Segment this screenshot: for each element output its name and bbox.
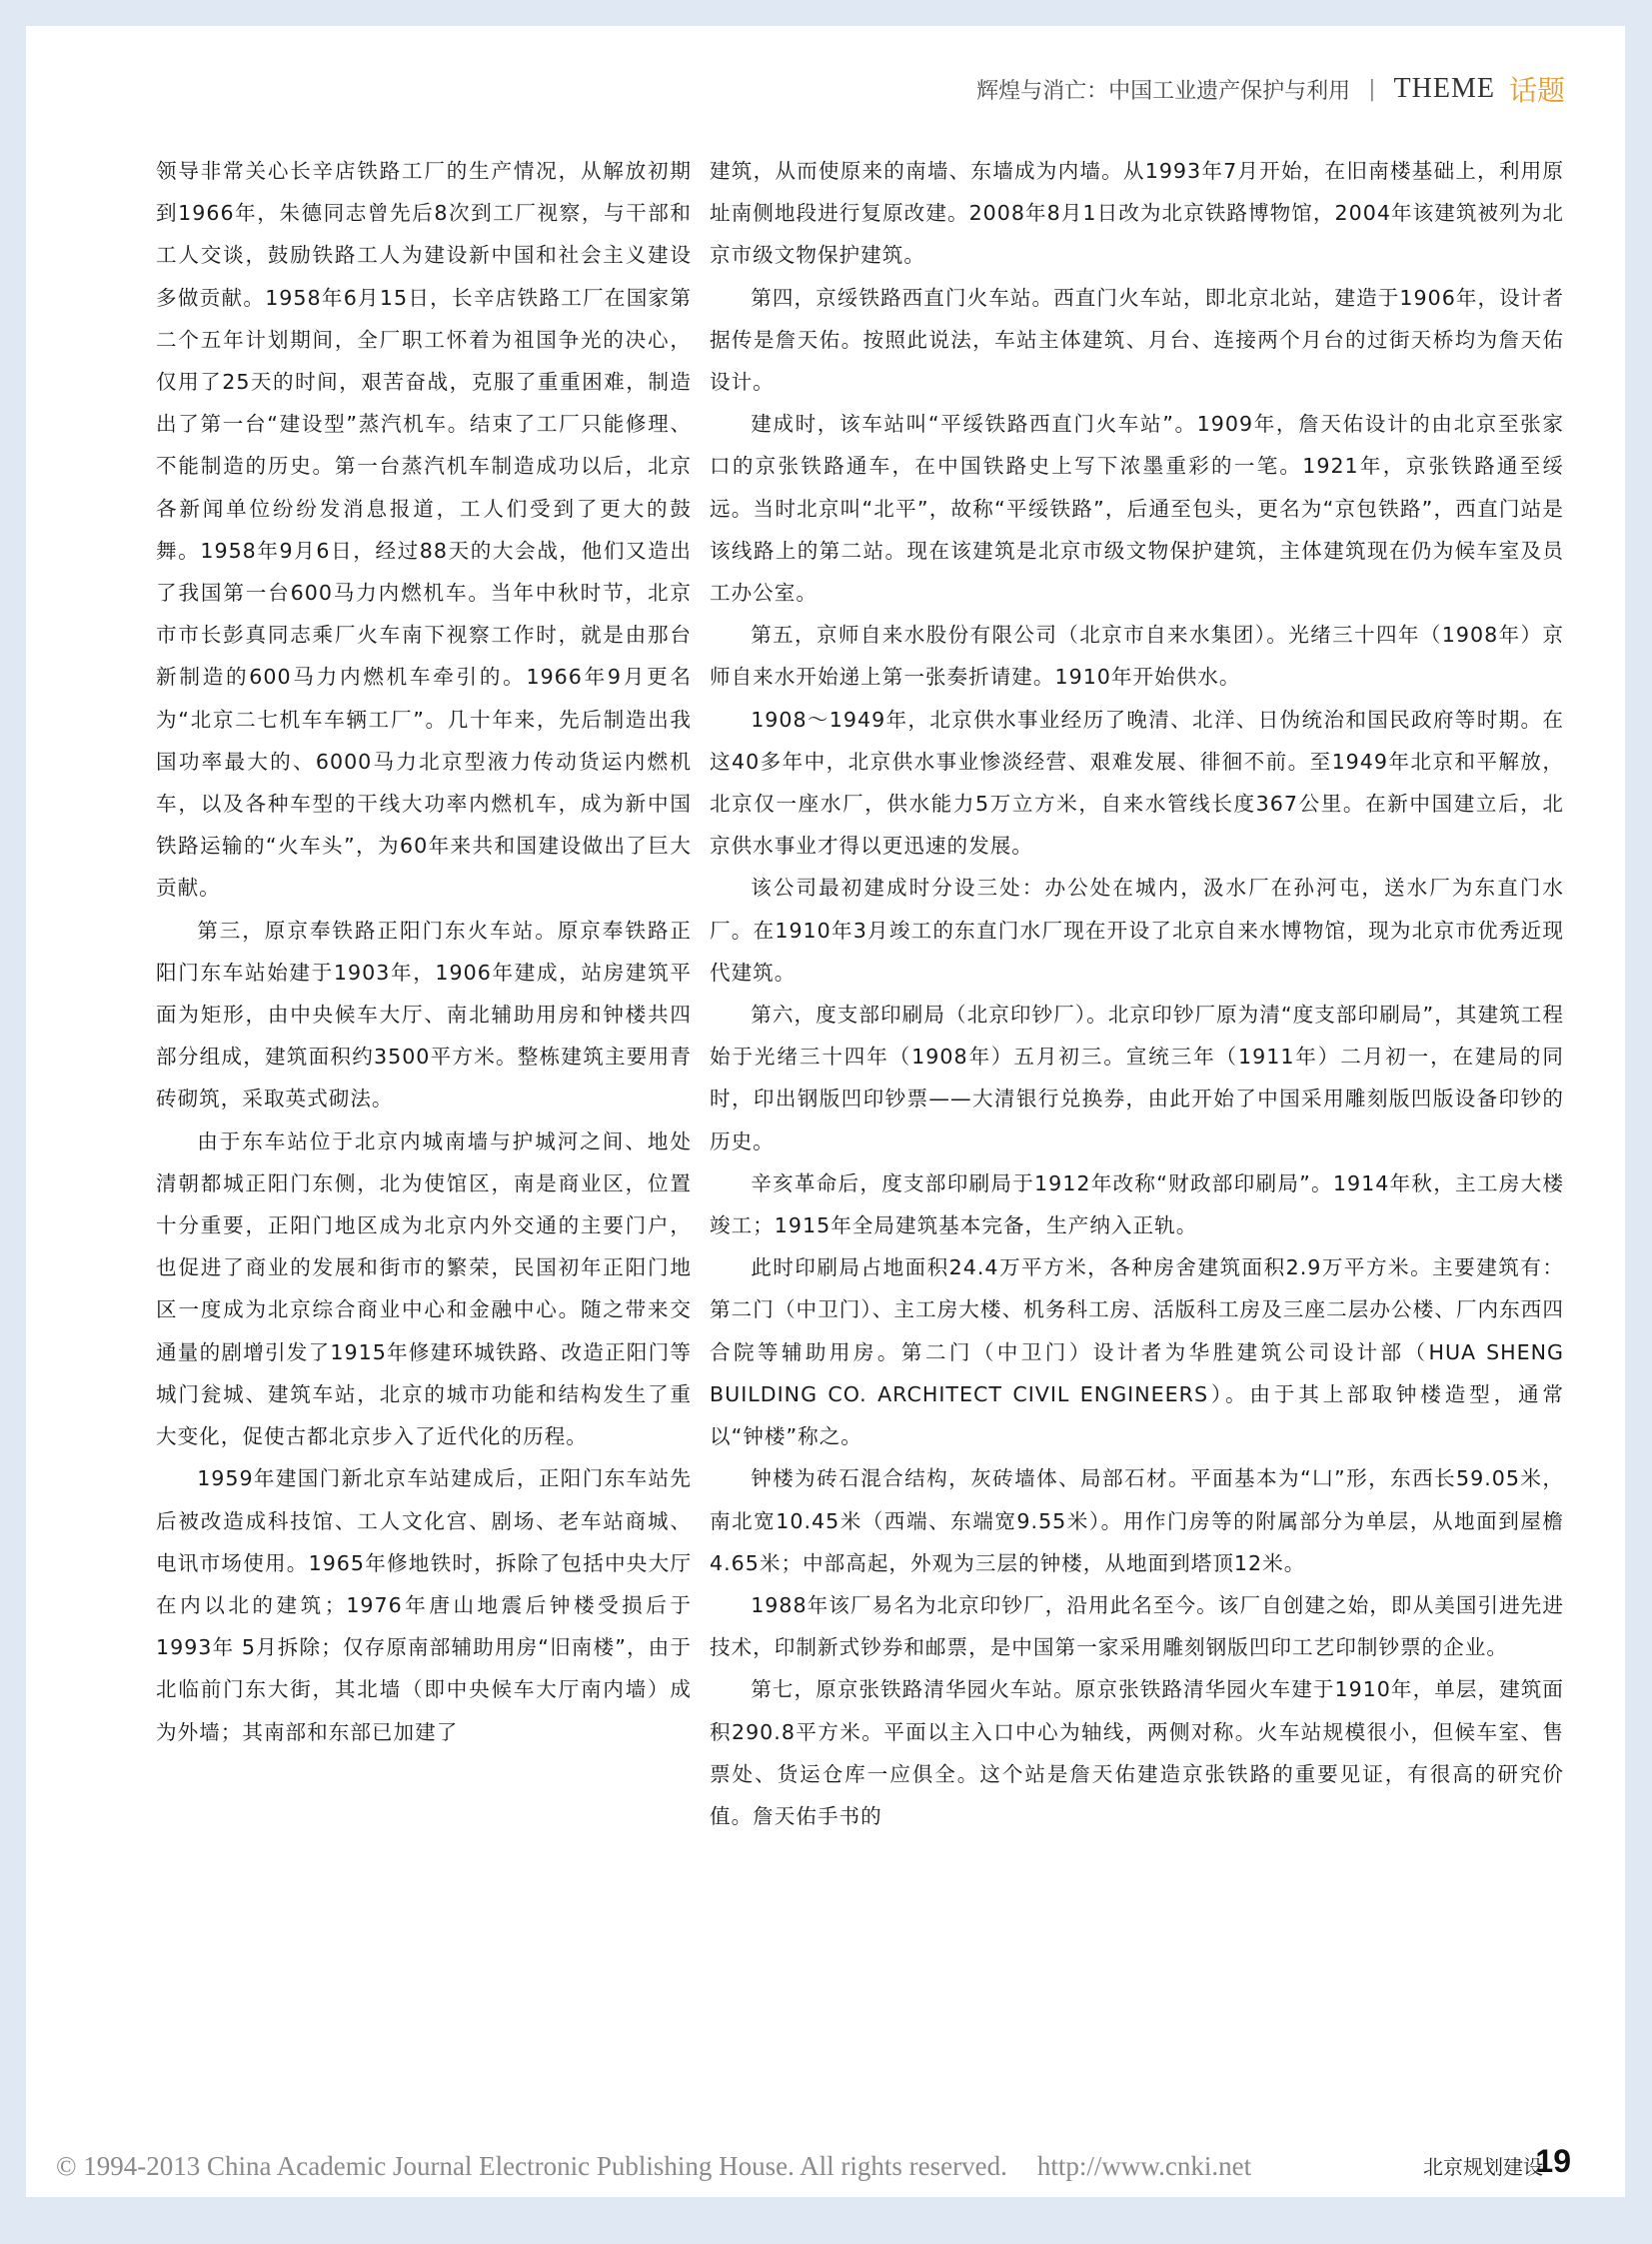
paragraph: 1908～1949年，北京供水事业经历了晚清、北洋、日伪统治和国民政府等时期。在这40多年中，北京供水事业惨淡经营、艰难发展、徘徊不前。至1949年北京和平解放，北京仅一座水厂，供水能力5万立方米，自来水管线长度367公里。在新中国建立后，北京供水事业才得以更迅速的发展。 bbox=[710, 707, 1564, 859]
paragraph: 第四，京绥铁路西直门火车站。西直门火车站，即北京北站，建造于1906年，设计者据传是詹天佑。按照此说法，车站主体建筑、月台、连接两个月台的过街天桥均为詹天佑设计。 bbox=[710, 285, 1564, 395]
paragraph: 此时印刷局占地面积24.4万平方米，各种房舍建筑面积2.9万平方米。主要建筑有：第二门（中卫门）、主工房大楼、机务科工房、活版科工房及三座二层办公楼、厂内东西四合院等辅助用房。第二门（中卫门）设计者为华胜建筑公司设计部（HUA SHENG BUILDING CO. ARCHITECT CIVIL ENGINEERS）。由于其上部取钟楼造型，通常以“钟楼”称之。 bbox=[710, 1255, 1564, 1449]
paragraph: 第三，原京奉铁路正阳门东火车站。原京奉铁路正阳门东车站始建于1903年，1906年建成，站房建筑平面为矩形，由中央候车大厅、南北辅助用房和钟楼共四部分组成，建筑面积约3500平方米。整栋建筑主要用青砖砌筑，采取英式砌法。 bbox=[156, 918, 692, 1112]
journal-page bbox=[26, 26, 1625, 2197]
paragraph: 1988年该厂易名为北京印钞厂，沿用此名至今。该厂自创建之始，即从美国引进先进技术，印制新式钞券和邮票，是中国第一家采用雕刻钢版凹印工艺印制钞票的企业。 bbox=[710, 1592, 1564, 1660]
source-url: http://www.cnki.net bbox=[1036, 2151, 1252, 2181]
paragraph: 领导非常关心长辛店铁路工厂的生产情况，从解放初期到1966年，朱德同志曾先后8次到工厂视察，与干部和工人交谈，鼓励铁路工人为建设新中国和社会主义建设多做贡献。1958年6月15日，长辛店铁路工厂在国家第二个五年计划期间，全厂职工怀着为祖国争光的决心，仅用了25天的时间，艰苦奋战，克服了重重困难，制造出了第一台“建设型”蒸汽机车。结束了工厂只能修理、不能制造的历史。第一台蒸汽机车制造成功以后，北京各新闻单位纷纷发消息报道，工人们受到了更大的鼓舞。1958年9月6日，经过88天的大会战，他们又造出了我国第一台600马力内燃机车。当年中秋时节，北京市市长彭真同志乘厂火车南下视察工作时，就是由那台新制造的600马力内燃机车牵引的。1966年9月更名为“北京二七机车车辆工厂”。几十年来，先后制造出我国功率最大的、6000马力北京型液力传动货运内燃机车，以及各种车型的干线大功率内燃机车，成为新中国铁路运输的“火车头”，为60年来共和国建设做出了巨大贡献。 bbox=[156, 159, 692, 901]
series-title: 辉煌与消亡：中国工业遗产保护与利用 bbox=[976, 78, 1351, 104]
paragraph: 辛亥革命后，度支部印刷局于1912年改称“财政部印刷局”。1914年秋，主工房大楼竣工；1915年全局建筑基本完备，生产纳入正轨。 bbox=[710, 1170, 1564, 1238]
page-number: 19 bbox=[1535, 2143, 1571, 2179]
topic-label: 话题 bbox=[1508, 74, 1565, 107]
paragraph: 第五，京师自来水股份有限公司（北京市自来水集团）。光绪三十四年（1908年）京师自来水开始递上第一张奏折请建。1910年开始供水。 bbox=[710, 623, 1564, 690]
paragraph: 由于东车站位于北京内城南墙与护城河之间、地处清朝都城正阳门东侧，北为使馆区，南是商业区，位置十分重要，正阳门地区成为北京内外交通的主要门户，也促进了商业的发展和街市的繁荣，民国初年正阳门地区一度成为北京综合商业中心和金融中心。随之带来交通量的剧增引发了1915年修建环城铁路、改造正阳门等城门瓮城、建筑车站，北京的城市功能和结构发生了重大变化，促使古都北京步入了近代化的历程。 bbox=[156, 1128, 692, 1449]
paragraph: 钟楼为砖石混合结构，灰砖墙体、局部石材。平面基本为“凵”形，东西长59.05米，南北宽10.45米（西端、东端宽9.55米）。用作门房等的附属部分为单层，从地面到屋檐4.65米；中部高起，外观为三层的钟楼，从地面到塔顶12米。 bbox=[710, 1466, 1564, 1575]
paragraph: 该公司最初建成时分设三处：办公处在城内，汲水厂在孙河屯，送水厂为东直门水厂。在1910年3月竣工的东直门水厂现在开设了北京自来水博物馆，现为北京市优秀近现代建筑。 bbox=[710, 876, 1564, 985]
paragraph: 第七，原京张铁路清华园火车站。原京张铁路清华园火车建于1910年，单层，建筑面积290.8平方米。平面以主入口中心为轴线，两侧对称。火车站规模很小，但候车室、售票处、货运仓库一应俱全。这个站是詹天佑建造京张铁路的重要见证，有很高的研究价值。詹天佑手书的 bbox=[710, 1677, 1564, 1828]
header-separator: | bbox=[1368, 76, 1376, 102]
copyright-text: © 1994-2013 China Academic Journal Electronic Publishing House. All rights reserved. bbox=[56, 2151, 1007, 2181]
right-column bbox=[710, 150, 1564, 1837]
paragraph: 1959年建国门新北京车站建成后，正阳门东车站先后被改造成科技馆、工人文化宫、剧场、老车站商城、电讯市场使用。1965年修地铁时，拆除了包括中央大厅在内以北的建筑；1976年唐山地震后钟楼受损后于1993年 5月拆除；仅存原南部辅助用房“旧南楼”，由于北临前门东大街，其北墙（即中央候车大厅南内墙）成为外墙；其南部和东部已加建了 bbox=[156, 1466, 692, 1744]
theme-label: THEME bbox=[1393, 73, 1495, 104]
paragraph: 建筑，从而使原来的南墙、东墙成为内墙。从1993年7月开始，在旧南楼基础上，利用原址南侧地段进行复原改建。2008年8月1日改为北京铁路博物馆，2004年该建筑被列为北京市级文物保护建筑。 bbox=[710, 159, 1564, 268]
left-column bbox=[156, 150, 692, 1753]
copyright-notice bbox=[56, 2151, 1251, 2182]
page-footer bbox=[26, 2143, 1625, 2203]
paragraph: 建成时，该车站叫“平绥铁路西直门火车站”。1909年，詹天佑设计的由北京至张家口的京张铁路通车，在中国铁路史上写下浓墨重彩的一笔。1921年，京张铁路通至绥远。当时北京叫“北平”，故称“平绥铁路”，后通至包头，更名为“京包铁路”，西直门站是该线路上的第二站。现在该建筑是北京市级文物保护建筑，主体建筑现在仍为候车室及员工办公室。 bbox=[710, 412, 1564, 606]
running-header bbox=[26, 66, 1565, 112]
paragraph: 第六，度支部印刷局（北京印钞厂）。北京印钞厂原为清“度支部印刷局”，其建筑工程始于光绪三十四年（1908年）五月初三。宣统三年（1911年）二月初一，在建局的同时，印出钢版凹印钞票——大清银行兑换券，由此开始了中国采用雕刻版凹版设备印钞的历史。 bbox=[710, 1003, 1564, 1153]
journal-name: 北京规划建设 bbox=[1423, 2155, 1543, 2179]
